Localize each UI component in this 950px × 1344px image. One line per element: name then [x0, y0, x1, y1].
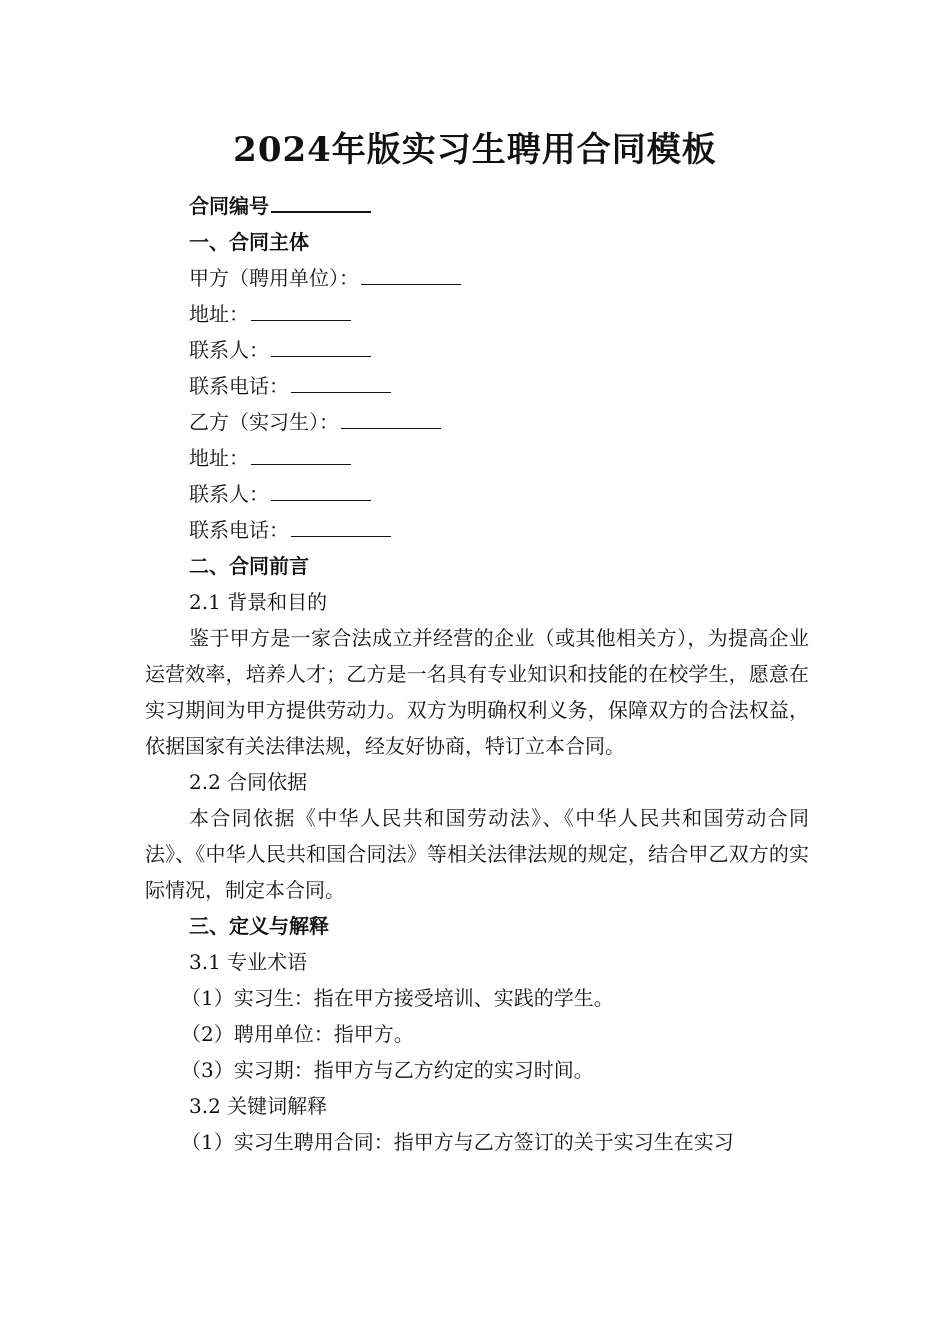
a-contact-label: 联系人： — [189, 338, 269, 362]
contract-number-line — [145, 188, 809, 224]
b-contact-blank — [271, 499, 371, 501]
b-contact-line — [145, 476, 809, 512]
section1-heading: 一、合同主体 — [189, 230, 309, 254]
term-item-2: （2）聘用单位：指甲方。 — [181, 1022, 414, 1046]
term-item-3: （3）实习期：指甲方与乙方约定的实习时间。 — [181, 1058, 594, 1082]
party-b-label: 乙方（实习生）： — [189, 410, 339, 434]
document-title: 2024年版实习生聘用合同模板 — [233, 130, 717, 170]
a-contact-line — [145, 332, 809, 368]
section-3-1-title: 3.1 专业术语 — [189, 950, 308, 974]
section2-heading: 二、合同前言 — [189, 554, 309, 578]
a-address-blank — [251, 319, 351, 321]
a-phone-label: 联系电话： — [189, 374, 289, 398]
b-address-line — [145, 440, 809, 476]
section-2-2-title: 2.2 合同依据 — [189, 770, 308, 794]
contract-number-label: 合同编号 — [189, 194, 269, 218]
term-item-1: （1）实习生：指在甲方接受培训、实践的学生。 — [181, 986, 614, 1010]
section-2-1-title: 2.1 背景和目的 — [189, 590, 328, 614]
keyword-item-1: （1）实习生聘用合同：指甲方与乙方签订的关于实习生在实习 — [181, 1130, 734, 1154]
b-phone-label: 联系电话： — [189, 518, 289, 542]
section-2-2-paragraph: 本合同依据《中华人民共和国劳动法》、《中华人民共和国劳动合同法》、《中华人民共和国合同法》等相关法律法规的规定，结合甲乙双方的实际情况，制定本合同。 — [145, 806, 809, 902]
section-3-2-title: 3.2 关键词解释 — [189, 1094, 328, 1118]
b-phone-blank — [291, 535, 391, 537]
a-phone-line — [145, 368, 809, 404]
party-a-label: 甲方（聘用单位）： — [189, 266, 359, 290]
contract-number-blank — [271, 210, 371, 213]
b-contact-label: 联系人： — [189, 482, 269, 506]
b-phone-line — [145, 512, 809, 548]
party-a-line — [145, 260, 809, 296]
a-address-line — [145, 296, 809, 332]
b-address-blank — [251, 463, 351, 465]
party-b-line — [145, 404, 809, 440]
section-2-1-paragraph: 鉴于甲方是一家合法成立并经营的企业（或其他相关方），为提高企业运营效率，培养人才；乙方是一名具有专业知识和技能的在校学生，愿意在实习期间为甲方提供劳动力。双方为明确权利义务，保障双方的合法权益，依据国家有关法律法规，经友好协商，特订立本合同。 — [145, 626, 809, 758]
b-address-label: 地址： — [189, 446, 249, 470]
a-contact-blank — [271, 355, 371, 357]
a-address-label: 地址： — [189, 302, 249, 326]
document-body — [145, 188, 809, 1160]
section3-heading: 三、定义与解释 — [189, 914, 329, 938]
a-phone-blank — [291, 391, 391, 393]
party-a-blank — [361, 283, 461, 285]
party-b-blank — [341, 427, 441, 429]
